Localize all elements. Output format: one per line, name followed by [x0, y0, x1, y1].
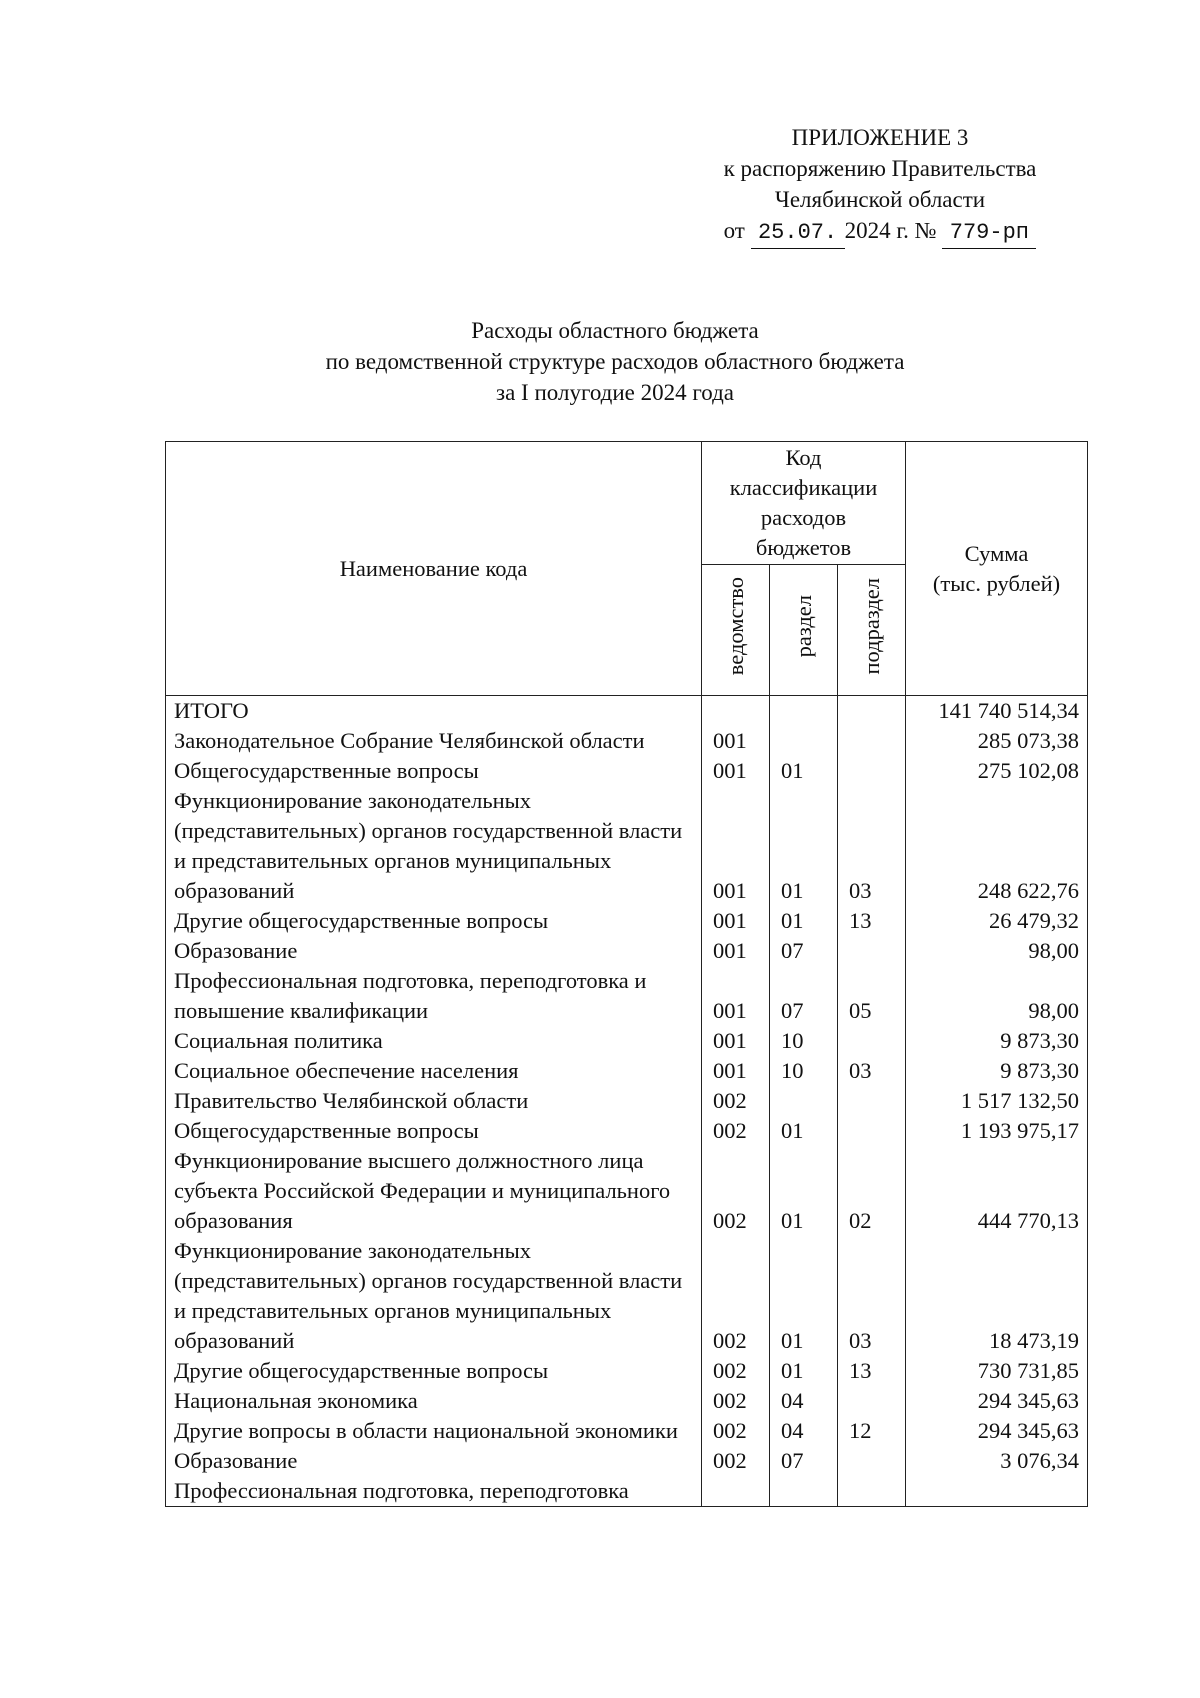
- header-sum: [906, 442, 1088, 696]
- row-razdel: 01: [770, 906, 838, 936]
- row-podrazdel: 03: [838, 1236, 906, 1356]
- row-sum: 1 517 132,50: [906, 1086, 1088, 1116]
- row-sum: 294 345,63: [906, 1386, 1088, 1416]
- table-row: [166, 1386, 1088, 1416]
- row-vedomstvo: 001: [702, 966, 770, 1026]
- appendix-date: 25.07.: [751, 217, 845, 249]
- table-row: [166, 966, 1088, 1026]
- row-razdel: 04: [770, 1386, 838, 1416]
- document-title-line-1: Расходы областного бюджета: [471, 318, 759, 343]
- header-sum-line: (тыс. рублей): [932, 570, 1061, 596]
- row-vedomstvo: 002: [702, 1116, 770, 1146]
- row-name: Социальная политика: [166, 1026, 702, 1056]
- row-name: Образование: [166, 1446, 702, 1476]
- row-sum: 18 473,19: [906, 1236, 1088, 1356]
- row-sum: 444 770,13: [906, 1146, 1088, 1236]
- row-podrazdel: 03: [838, 786, 906, 906]
- table-row: [166, 1026, 1088, 1056]
- appendix-number: 779-рп: [942, 217, 1036, 249]
- row-sum: 730 731,85: [906, 1356, 1088, 1386]
- row-podrazdel: [838, 1116, 906, 1146]
- table-row: [166, 1116, 1088, 1146]
- row-name: Профессиональная подготовка, переподготовка и повышение квалификации: [166, 966, 702, 1026]
- row-podrazdel: [838, 1476, 906, 1507]
- row-name: ИТОГО: [166, 696, 702, 727]
- row-name: Образование: [166, 936, 702, 966]
- row-vedomstvo: 001: [702, 1056, 770, 1086]
- row-podrazdel: 02: [838, 1146, 906, 1236]
- header-vedomstvo: [702, 565, 770, 696]
- table-row: [166, 1056, 1088, 1086]
- table-row: [166, 1086, 1088, 1116]
- table-row: [166, 1446, 1088, 1476]
- row-razdel: 01: [770, 1116, 838, 1146]
- row-podrazdel: [838, 1446, 906, 1476]
- table-body: [166, 696, 1088, 1507]
- table-row: [166, 906, 1088, 936]
- appendix-title: ПРИЛОЖЕНИЕ 3: [791, 125, 969, 150]
- row-name: Функционирование законодательных (представительных) органов государственной власти и представительных органов муниципальных образований: [166, 786, 702, 906]
- row-sum: 3 076,34: [906, 1446, 1088, 1476]
- row-vedomstvo: 002: [702, 1146, 770, 1236]
- header-code-group-line: расходов: [760, 505, 847, 530]
- row-vedomstvo: 001: [702, 906, 770, 936]
- row-razdel: 10: [770, 1056, 838, 1086]
- row-vedomstvo: [702, 1476, 770, 1507]
- row-vedomstvo: 001: [702, 726, 770, 756]
- row-vedomstvo: 002: [702, 1356, 770, 1386]
- header-razdel: [770, 565, 838, 696]
- expenditure-table: [165, 441, 1088, 1507]
- table-row: [166, 786, 1088, 906]
- table-row: [166, 726, 1088, 756]
- row-name: Национальная экономика: [166, 1386, 702, 1416]
- row-razdel: [770, 1476, 838, 1507]
- row-name: Общегосударственные вопросы: [166, 1116, 702, 1146]
- row-razdel: 01: [770, 786, 838, 906]
- row-razdel: 07: [770, 966, 838, 1026]
- row-sum: 275 102,08: [906, 756, 1088, 786]
- row-vedomstvo: 001: [702, 936, 770, 966]
- table-row: [166, 696, 1088, 727]
- row-razdel: 01: [770, 1356, 838, 1386]
- row-podrazdel: 13: [838, 906, 906, 936]
- row-podrazdel: [838, 936, 906, 966]
- row-vedomstvo: [702, 696, 770, 727]
- row-sum: 9 873,30: [906, 1026, 1088, 1056]
- header-podrazdel: [838, 565, 906, 696]
- header-podrazdel-label: подраздел: [858, 577, 884, 675]
- row-name: Другие общегосударственные вопросы: [166, 906, 702, 936]
- appendix-header: [680, 122, 1080, 249]
- row-podrazdel: [838, 1086, 906, 1116]
- row-podrazdel: [838, 1026, 906, 1056]
- header-code-group-line: классификации: [729, 475, 878, 500]
- document-title: [180, 315, 1050, 408]
- appendix-year: 2024 г. №: [844, 218, 937, 243]
- table-row: [166, 1146, 1088, 1236]
- row-podrazdel: [838, 756, 906, 786]
- row-sum: 294 345,63: [906, 1416, 1088, 1446]
- row-vedomstvo: 001: [702, 786, 770, 906]
- row-sum: 141 740 514,34: [906, 696, 1088, 727]
- row-name: Законодательное Собрание Челябинской области: [166, 726, 702, 756]
- header-code-group-line: Код: [785, 445, 822, 470]
- table-row: [166, 936, 1088, 966]
- row-vedomstvo: 002: [702, 1086, 770, 1116]
- row-sum: 9 873,30: [906, 1056, 1088, 1086]
- row-podrazdel: [838, 726, 906, 756]
- row-sum: 248 622,76: [906, 786, 1088, 906]
- row-podrazdel: 03: [838, 1056, 906, 1086]
- row-podrazdel: 12: [838, 1416, 906, 1446]
- row-name: Функционирование законодательных (представительных) органов государственной власти и представительных органов муниципальных образований: [166, 1236, 702, 1356]
- document-title-line-3: за I полугодие 2024 года: [496, 380, 734, 405]
- appendix-region: Челябинской области: [774, 187, 986, 212]
- row-name: Общегосударственные вопросы: [166, 756, 702, 786]
- row-vedomstvo: 002: [702, 1446, 770, 1476]
- row-razdel: 07: [770, 936, 838, 966]
- row-razdel: 01: [770, 1146, 838, 1236]
- row-vedomstvo: 001: [702, 756, 770, 786]
- row-name: Социальное обеспечение населения: [166, 1056, 702, 1086]
- appendix-date-line: [680, 215, 1080, 249]
- document-title-line-2: по ведомственной структуре расходов областного бюджета: [325, 349, 905, 374]
- row-sum: 1 193 975,17: [906, 1116, 1088, 1146]
- header-sum-line: Сумма: [964, 540, 1029, 566]
- header-code-group-line: бюджетов: [755, 535, 852, 560]
- row-razdel: 07: [770, 1446, 838, 1476]
- row-razdel: 04: [770, 1416, 838, 1446]
- row-sum: 285 073,38: [906, 726, 1088, 756]
- header-code-group: [702, 442, 906, 565]
- appendix-reference: к распоряжению Правительства: [723, 156, 1037, 181]
- row-podrazdel: 05: [838, 966, 906, 1026]
- table-row: [166, 1356, 1088, 1386]
- row-name: Профессиональная подготовка, переподготовка: [166, 1476, 702, 1507]
- row-podrazdel: 13: [838, 1356, 906, 1386]
- table-row: [166, 1416, 1088, 1446]
- row-sum: 26 479,32: [906, 906, 1088, 936]
- row-vedomstvo: 002: [702, 1386, 770, 1416]
- row-name: Функционирование высшего должностного лица субъекта Российской Федерации и муниципального образования: [166, 1146, 702, 1236]
- table-row: [166, 1476, 1088, 1507]
- row-razdel: 01: [770, 756, 838, 786]
- table-row: [166, 756, 1088, 786]
- row-vedomstvo: 002: [702, 1236, 770, 1356]
- table-row: [166, 1236, 1088, 1356]
- row-razdel: [770, 696, 838, 727]
- row-name: Другие общегосударственные вопросы: [166, 1356, 702, 1386]
- header-vedomstvo-label: ведомство: [722, 576, 748, 676]
- row-name: Правительство Челябинской области: [166, 1086, 702, 1116]
- header-razdel-label: раздел: [790, 594, 816, 658]
- row-sum: [906, 1476, 1088, 1507]
- row-vedomstvo: 002: [702, 1416, 770, 1446]
- row-podrazdel: [838, 696, 906, 727]
- header-name: Наименование кода: [166, 442, 702, 696]
- row-razdel: [770, 1086, 838, 1116]
- appendix-date-prefix: от: [723, 218, 745, 243]
- row-sum: 98,00: [906, 936, 1088, 966]
- row-razdel: [770, 726, 838, 756]
- row-razdel: 10: [770, 1026, 838, 1056]
- row-sum: 98,00: [906, 966, 1088, 1026]
- row-vedomstvo: 001: [702, 1026, 770, 1056]
- row-podrazdel: [838, 1386, 906, 1416]
- row-razdel: 01: [770, 1236, 838, 1356]
- row-name: Другие вопросы в области национальной экономики: [166, 1416, 702, 1446]
